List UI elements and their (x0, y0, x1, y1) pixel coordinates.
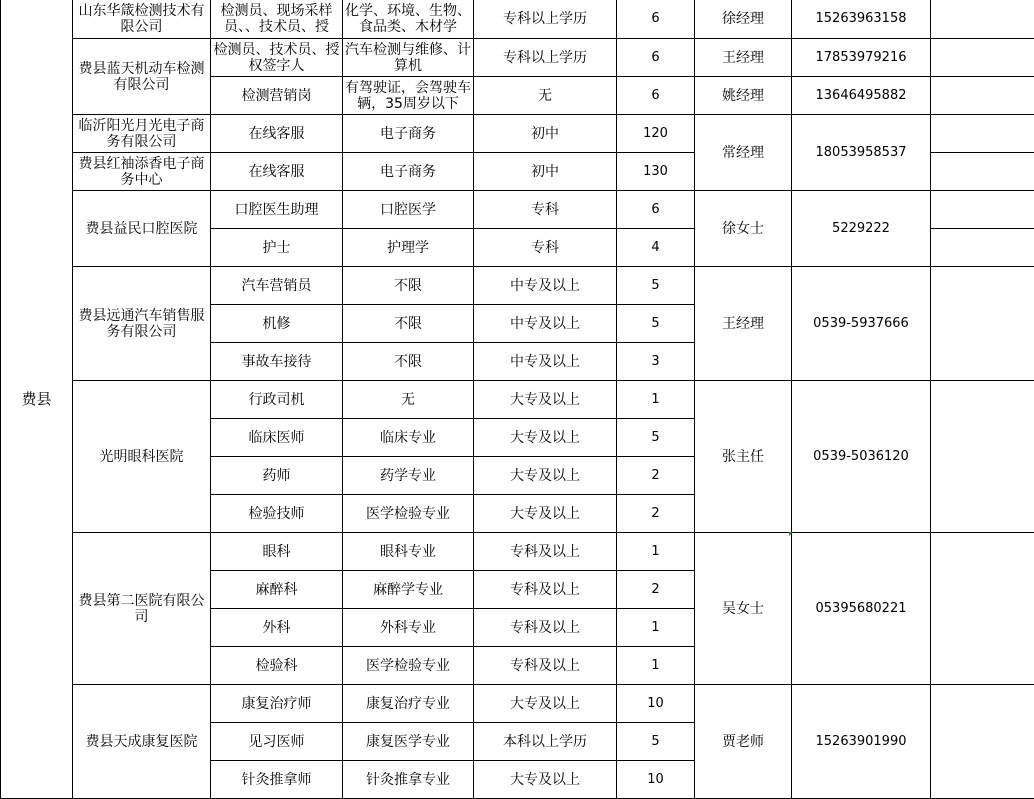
contact-person: 贾老师 (695, 685, 792, 799)
major-requirement: 护理学 (343, 229, 474, 267)
headcount: 10 (617, 761, 695, 799)
contact-phone: 15263963158 (792, 0, 931, 39)
empty-cell (931, 115, 1034, 153)
position-title: 在线客服 (211, 153, 343, 191)
major-requirement: 康复医学专业 (343, 723, 474, 761)
county-cell: 费县 (1, 0, 73, 799)
position-title: 麻醉科 (211, 571, 343, 609)
headcount: 1 (617, 381, 695, 419)
major-requirement: 无 (343, 381, 474, 419)
employer-name: 临沂阳光月光电子商务有限公司 (73, 115, 211, 153)
position-title: 外科 (211, 609, 343, 647)
employer-name: 光明眼科医院 (73, 381, 211, 533)
contact-phone: 05395680221 (792, 533, 931, 685)
major-requirement: 医学检验专业 (343, 647, 474, 685)
table-row (1, 267, 1034, 305)
education-requirement: 本科以上学历 (474, 723, 617, 761)
education-requirement: 初中 (474, 115, 617, 153)
employer-name: 费县蓝天机动车检测有限公司 (73, 39, 211, 115)
headcount: 5 (617, 723, 695, 761)
headcount: 10 (617, 685, 695, 723)
major-requirement: 康复治疗专业 (343, 685, 474, 723)
table-row (1, 115, 1034, 153)
contact-person: 徐女士 (695, 191, 792, 267)
table-row (1, 0, 1034, 39)
empty-cell (931, 153, 1034, 191)
position-title: 检测员、技术员、授权签字人 (211, 39, 343, 77)
position-title: 事故车接待 (211, 343, 343, 381)
major-requirement: 不限 (343, 267, 474, 305)
position-title: 行政司机 (211, 381, 343, 419)
contact-phone: 15263901990 (792, 685, 931, 799)
education-requirement: 中专及以上 (474, 305, 617, 343)
empty-cell (931, 0, 1034, 39)
contact-person: 王经理 (695, 267, 792, 381)
position-title: 检验科 (211, 647, 343, 685)
employer-name: 费县益民口腔医院 (73, 191, 211, 267)
contact-person: 吴女士 (695, 533, 792, 685)
position-title: 在线客服 (211, 115, 343, 153)
empty-cell (931, 685, 1034, 799)
headcount: 130 (617, 153, 695, 191)
headcount: 2 (617, 571, 695, 609)
major-requirement: 电子商务 (343, 153, 474, 191)
contact-person: 姚经理 (695, 77, 792, 115)
headcount: 2 (617, 495, 695, 533)
empty-cell (931, 39, 1034, 77)
position-title: 机修 (211, 305, 343, 343)
position-title: 护士 (211, 229, 343, 267)
contact-phone: 17853979216 (792, 39, 931, 77)
position-title: 口腔医生助理 (211, 191, 343, 229)
employer-name: 山东华箴检测技术有限公司 (73, 0, 211, 39)
position-title: 临床医师 (211, 419, 343, 457)
headcount: 6 (617, 191, 695, 229)
cell-comment-marker (789, 532, 793, 536)
position-title: 针灸推拿师 (211, 761, 343, 799)
headcount: 5 (617, 267, 695, 305)
employer-name: 费县第二医院有限公司 (73, 533, 211, 685)
empty-cell (931, 533, 1034, 685)
major-requirement: 电子商务 (343, 115, 474, 153)
education-requirement: 大专及以上 (474, 457, 617, 495)
major-requirement: 麻醉学专业 (343, 571, 474, 609)
education-requirement: 专科以上学历 (474, 39, 617, 77)
education-requirement: 初中 (474, 153, 617, 191)
major-requirement: 不限 (343, 343, 474, 381)
contact-phone: 0539-5036120 (792, 381, 931, 533)
contact-person: 张主任 (695, 381, 792, 533)
major-requirement: 外科专业 (343, 609, 474, 647)
position-title: 药师 (211, 457, 343, 495)
contact-person: 常经理 (695, 115, 792, 191)
education-requirement: 专科以上学历 (474, 0, 617, 39)
table-row (1, 39, 1034, 77)
education-requirement: 专科及以上 (474, 609, 617, 647)
employer-name: 费县红袖添香电子商务中心 (73, 153, 211, 191)
headcount: 1 (617, 533, 695, 571)
major-requirement: 不限 (343, 305, 474, 343)
table-row (1, 685, 1034, 723)
major-requirement: 临床专业 (343, 419, 474, 457)
headcount: 6 (617, 77, 695, 115)
contact-phone: 0539-5937666 (792, 267, 931, 381)
position-title: 检测员、现场采样员、、技术员、授 (211, 0, 343, 39)
headcount: 2 (617, 457, 695, 495)
headcount: 5 (617, 305, 695, 343)
table-row (1, 191, 1034, 229)
education-requirement: 专科及以上 (474, 571, 617, 609)
employer-name: 费县天成康复医院 (73, 685, 211, 799)
position-title: 检测营销岗 (211, 77, 343, 115)
major-requirement: 针灸推拿专业 (343, 761, 474, 799)
major-requirement: 眼科专业 (343, 533, 474, 571)
contact-phone: 5229222 (792, 191, 931, 267)
headcount: 1 (617, 647, 695, 685)
contact-person: 王经理 (695, 39, 792, 77)
position-title: 检验技师 (211, 495, 343, 533)
education-requirement: 大专及以上 (474, 419, 617, 457)
empty-cell (931, 229, 1034, 267)
education-requirement: 中专及以上 (474, 343, 617, 381)
contact-phone: 18053958537 (792, 115, 931, 191)
position-title: 眼科 (211, 533, 343, 571)
table-row (1, 381, 1034, 419)
headcount: 6 (617, 0, 695, 39)
table-row (1, 533, 1034, 571)
education-requirement: 大专及以上 (474, 381, 617, 419)
education-requirement: 大专及以上 (474, 761, 617, 799)
headcount: 5 (617, 419, 695, 457)
education-requirement: 中专及以上 (474, 267, 617, 305)
education-requirement: 无 (474, 77, 617, 115)
headcount: 6 (617, 39, 695, 77)
major-requirement: 汽车检测与维修、计算机 (343, 39, 474, 77)
position-title: 汽车营销员 (211, 267, 343, 305)
empty-cell (931, 267, 1034, 381)
position-title: 见习医师 (211, 723, 343, 761)
major-requirement: 有驾驶证，会驾驶车辆，35周岁以下 (343, 77, 474, 115)
major-requirement: 化学、环境、生物、食品类、木材学 (343, 0, 474, 39)
education-requirement: 专科 (474, 191, 617, 229)
empty-cell (931, 77, 1034, 115)
education-requirement: 专科 (474, 229, 617, 267)
empty-cell (931, 191, 1034, 229)
contact-person: 徐经理 (695, 0, 792, 39)
contact-phone: 13646495882 (792, 77, 931, 115)
education-requirement: 专科及以上 (474, 533, 617, 571)
headcount: 1 (617, 609, 695, 647)
headcount: 120 (617, 115, 695, 153)
position-title: 康复治疗师 (211, 685, 343, 723)
education-requirement: 大专及以上 (474, 685, 617, 723)
education-requirement: 大专及以上 (474, 495, 617, 533)
employer-name: 费县远通汽车销售服务有限公司 (73, 267, 211, 381)
headcount: 4 (617, 229, 695, 267)
education-requirement: 专科及以上 (474, 647, 617, 685)
headcount: 3 (617, 343, 695, 381)
major-requirement: 药学专业 (343, 457, 474, 495)
empty-cell (931, 381, 1034, 533)
major-requirement: 医学检验专业 (343, 495, 474, 533)
major-requirement: 口腔医学 (343, 191, 474, 229)
